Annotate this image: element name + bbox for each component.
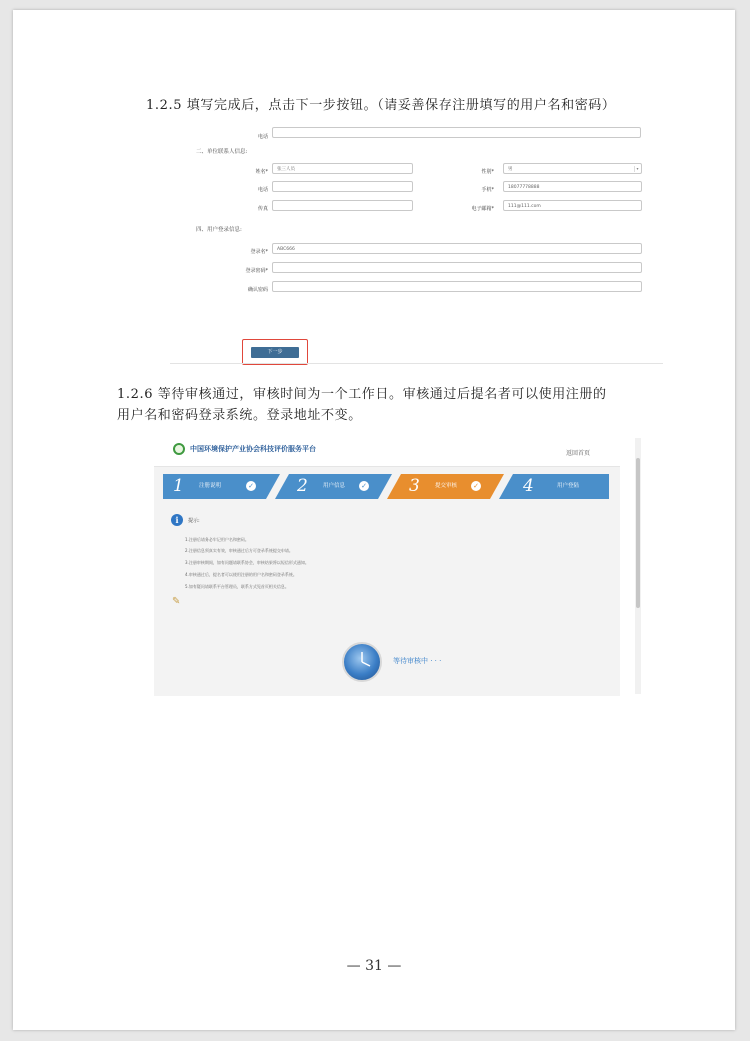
pencil-icon: ✎ — [172, 596, 181, 607]
phone-top-input[interactable] — [272, 127, 641, 138]
step-4-number: 4 — [523, 476, 534, 496]
confirm-password-label: 确认密码 — [247, 287, 268, 293]
form-divider — [170, 363, 663, 364]
check-icon: ✓ — [246, 481, 256, 491]
step-2 — [275, 474, 392, 499]
password-input[interactable] — [272, 262, 642, 273]
step-1-number: 1 — [173, 476, 184, 496]
gender-value: 男 — [508, 167, 513, 172]
step-2-label: 用户信息 — [323, 483, 346, 489]
gender-select[interactable] — [503, 163, 642, 174]
confirm-password-input[interactable] — [272, 281, 642, 292]
login-name-label: 登录名* — [250, 249, 268, 255]
paragraph-step-1-2-6-line2: 用户名和密码登录系统。登录地址不变。 — [117, 408, 362, 423]
step-3 — [387, 474, 504, 499]
platform-window — [154, 436, 620, 696]
phone-top-label: 电话 — [257, 134, 268, 140]
review-status-screenshot — [126, 436, 658, 696]
tip-line-4: 4.审核通过后，提名者可以使用注册的用户名和密码登录系统。 — [185, 572, 297, 577]
step-4-label: 用户登陆 — [557, 483, 580, 489]
phone-label: 电话 — [257, 187, 268, 193]
document-page — [13, 10, 735, 1030]
step-1-label: 注册说明 — [199, 483, 222, 489]
name-input[interactable]: 张三人员 — [272, 163, 413, 174]
mobile-input[interactable]: 18077778888 — [503, 181, 642, 192]
name-label: 姓名* — [255, 169, 268, 175]
tip-title: 提示: — [188, 518, 200, 524]
tip-line-2: 2.注册信息须真实有效，审核通过后方可登录系统提交申请。 — [185, 548, 293, 553]
home-link[interactable]: 返回首页 — [565, 450, 590, 457]
login-name-input[interactable]: ABC666 — [272, 243, 642, 254]
paragraph-step-1-2-5: 1.2.5 填写完成后，点击下一步按钮。（请妥善保存注册填写的用户名和密码） — [146, 98, 616, 113]
section-contact-title: 二、单位联系人信息: — [196, 149, 248, 155]
check-icon: ✓ — [359, 481, 369, 491]
platform-logo-icon — [173, 443, 185, 455]
mobile-label: 手机* — [481, 187, 494, 193]
clock-icon — [342, 642, 382, 682]
next-button-highlight — [242, 339, 308, 365]
tip-line-1: 1.注册后请务必牢记用户名和密码。 — [185, 537, 249, 542]
email-input[interactable]: 111@111.com — [503, 200, 642, 211]
platform-header — [154, 436, 620, 467]
paragraph-step-1-2-6-line1: 1.2.6 等待审核通过，审核时间为一个工作日。审核通过后提名者可以使用注册的 — [117, 387, 607, 402]
chevron-down-icon: ▾ — [634, 166, 640, 172]
gender-label: 性别* — [481, 169, 494, 175]
fax-label: 传真 — [257, 206, 268, 212]
fax-input[interactable] — [272, 200, 413, 211]
progress-steps — [163, 474, 609, 499]
tip-line-3: 3.注册审核期间，如有问题请联系协会，审核结果将以短信形式通知。 — [185, 560, 309, 565]
email-label: 电子邮箱* — [471, 206, 494, 212]
site-title: 中国环境保护产业协会科技评价服务平台 — [190, 445, 316, 453]
scrollbar-thumb[interactable] — [636, 458, 640, 608]
password-label: 登录密码* — [245, 268, 268, 274]
step-1 — [163, 474, 280, 499]
tip-line-5: 5.如有疑问请联系平台管理员，联系方式见首页相关信息。 — [185, 584, 289, 589]
waiting-status-text: 等待审核中 · · · — [393, 657, 442, 665]
page-number: — 31 — — [346, 958, 402, 974]
info-icon: i — [171, 514, 183, 526]
step-3-number: 3 — [409, 476, 420, 496]
step-3-label: 提交审核 — [435, 483, 458, 489]
phone-input[interactable] — [272, 181, 413, 192]
step-2-number: 2 — [297, 476, 308, 496]
scrollbar[interactable] — [635, 438, 641, 694]
section-login-title: 四、用户登录信息: — [196, 227, 242, 233]
next-button[interactable]: 下一步 — [251, 347, 299, 358]
check-icon: ✓ — [471, 481, 481, 491]
step-4 — [499, 474, 609, 499]
registration-form-screenshot — [158, 123, 663, 366]
